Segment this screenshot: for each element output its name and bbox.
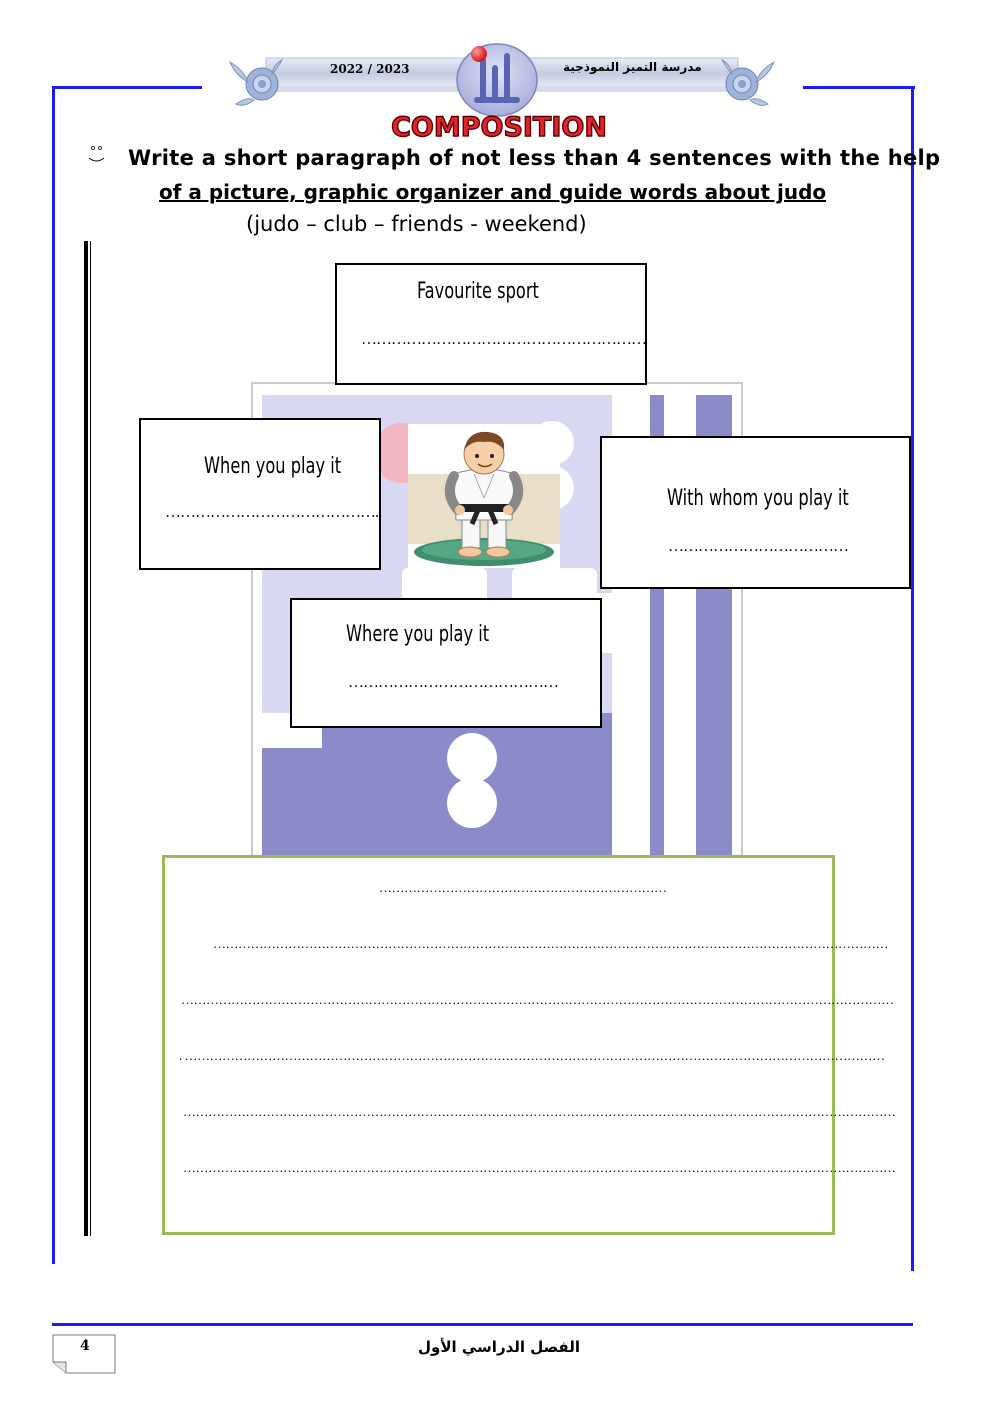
writing-line-5[interactable]: ……………………………………………………………………………………………………………………………………………………… bbox=[183, 1104, 896, 1119]
margin-bar-thin bbox=[90, 241, 91, 1236]
instruction-line-2: of a picture, graphic organizer and guide words about judo bbox=[159, 180, 827, 204]
when-you-play-box bbox=[139, 418, 381, 570]
writing-line-2[interactable]: ……………………………………………………………………………………………………………………………………………… bbox=[213, 936, 888, 951]
school-year: 2022 / 2023 bbox=[330, 62, 410, 76]
page-frame-top-right bbox=[803, 86, 915, 89]
with-whom-answer-line[interactable]: ……………………………… bbox=[668, 538, 848, 555]
footer-line bbox=[52, 1323, 913, 1326]
writing-line-6[interactable]: ……………………………………………………………………………………………………………………………………………………… bbox=[183, 1160, 896, 1175]
smiley-icon bbox=[86, 144, 108, 169]
right-rose-icon bbox=[722, 60, 774, 105]
instruction-line-1: Write a short paragraph of not less than 4 sentences with the help bbox=[128, 146, 941, 170]
writing-line-3[interactable]: ……………………………………………………………………………………………………………………………………………………… bbox=[181, 992, 894, 1007]
favourite-sport-label: Favourite sport bbox=[417, 279, 539, 304]
with-whom-label: With whom you play it bbox=[667, 486, 849, 511]
favourite-sport-answer-line[interactable]: ………………………………………………… bbox=[361, 331, 646, 348]
where-you-play-label: Where you play it bbox=[346, 622, 490, 647]
guide-words: (judo – club – friends - weekend) bbox=[246, 212, 587, 236]
school-name: مدرسة التميز النموذجية bbox=[563, 60, 702, 74]
where-you-play-answer-line[interactable]: …………………………………… bbox=[348, 674, 558, 691]
writing-line-1[interactable]: …………………………………………………………… bbox=[379, 880, 667, 895]
with-whom-box bbox=[600, 436, 911, 589]
left-rose-icon bbox=[230, 60, 282, 105]
page-frame-left bbox=[52, 86, 55, 1264]
composition-title bbox=[391, 106, 607, 144]
writing-area[interactable] bbox=[162, 855, 896, 1235]
favourite-sport-box bbox=[335, 263, 647, 385]
svg-text:COMPOSITION: COMPOSITION bbox=[391, 112, 607, 143]
semester-label: الفصل الدراسي الأول bbox=[418, 1338, 580, 1356]
writing-line-4[interactable]: . …………………………………………………………………………………………………………………………………………………… bbox=[179, 1048, 885, 1063]
page-frame-right bbox=[911, 86, 914, 1271]
where-you-play-box bbox=[290, 598, 602, 728]
margin-bar bbox=[84, 241, 88, 1236]
judo-boy-image bbox=[408, 424, 560, 568]
when-you-play-label: When you play it bbox=[204, 454, 342, 479]
page-number: 4 bbox=[80, 1338, 90, 1354]
page-frame-top-left bbox=[52, 86, 202, 89]
when-you-play-answer-line[interactable]: ……………………………………. bbox=[165, 504, 378, 521]
